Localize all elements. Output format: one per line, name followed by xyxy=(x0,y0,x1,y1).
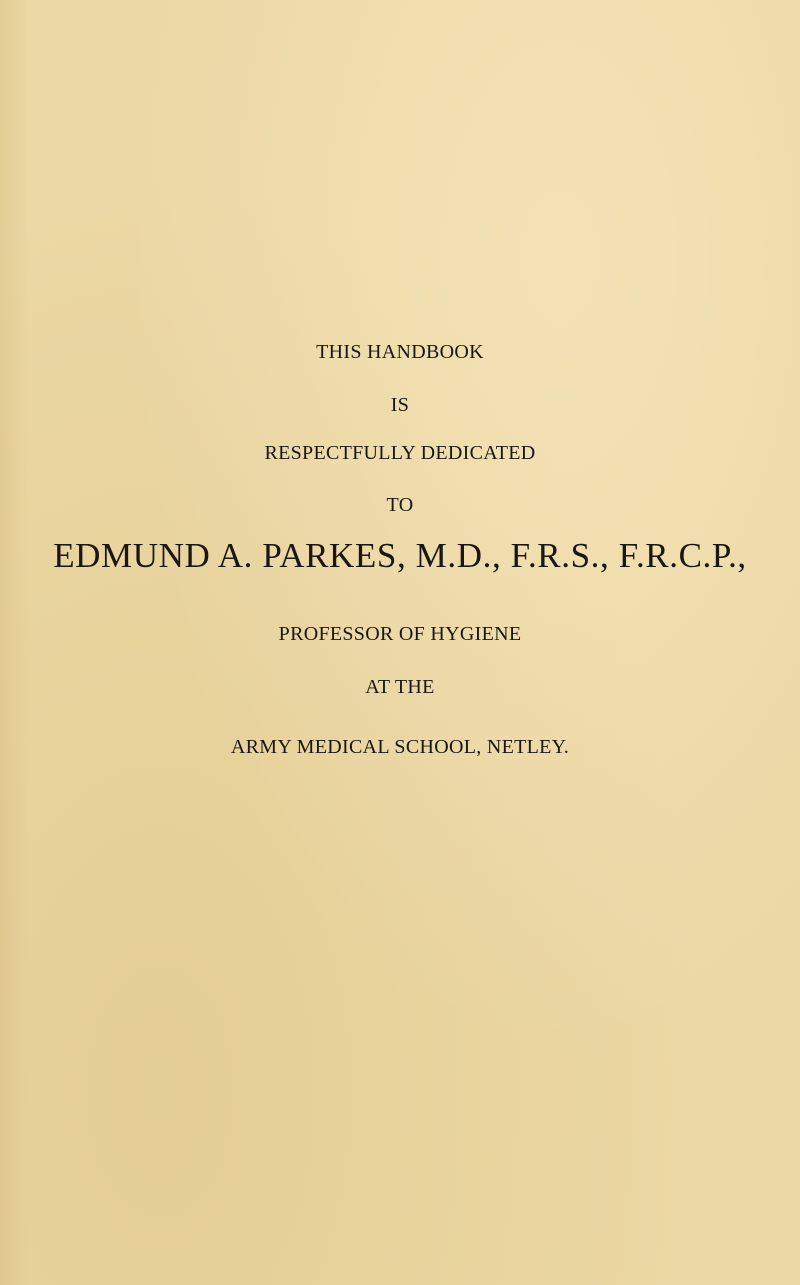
dedicatee-title-at-the: AT THE xyxy=(365,676,435,698)
dedicatee-title-school: ARMY MEDICAL SCHOOL, NETLEY. xyxy=(230,736,570,758)
dedication-line-to: TO xyxy=(386,494,414,516)
dedicatee-title-professor: PROFESSOR OF HYGIENE xyxy=(278,623,522,645)
dedicatee-name: EDMUND A. PARKES, M.D., F.R.S., F.R.C.P., xyxy=(53,536,747,575)
dedication-line-this-handbook: THIS HANDBOOK xyxy=(316,341,484,363)
dedication-line-is: IS xyxy=(390,394,410,416)
dedication-line-respectfully-dedicated: RESPECTFULLY DEDICATED xyxy=(264,442,536,464)
